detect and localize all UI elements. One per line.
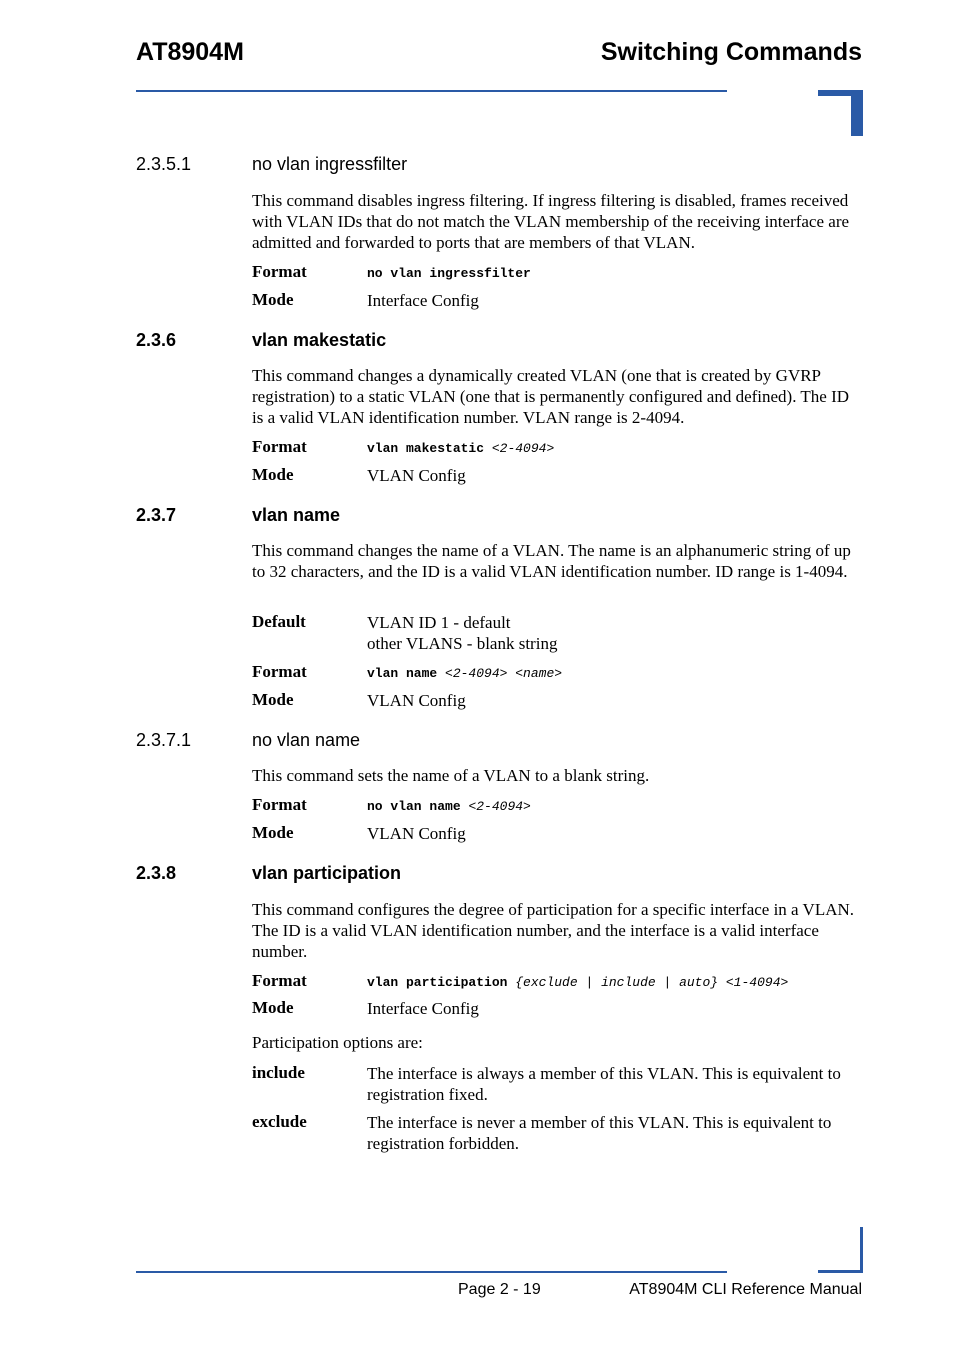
format-label: Format xyxy=(252,437,307,456)
header-product-title: AT8904M xyxy=(136,38,244,66)
default-label: Default xyxy=(252,612,306,631)
section-title: vlan makestatic xyxy=(252,330,387,350)
options-intro: Participation options are: xyxy=(252,1033,423,1052)
format-command xyxy=(367,266,531,281)
section-title: no vlan name xyxy=(252,730,361,750)
mode-value: Interface Config xyxy=(367,999,479,1018)
section-title: vlan name xyxy=(252,505,341,525)
format-label: Format xyxy=(252,262,307,281)
format-command xyxy=(367,975,788,990)
footer-corner-mark-vertical xyxy=(860,1227,863,1273)
mode-value: Interface Config xyxy=(367,291,479,310)
header-corner-mark-vertical xyxy=(851,90,863,136)
format-command xyxy=(367,666,562,681)
command-arguments: <2-4094> xyxy=(491,441,555,456)
section-number: 2.3.8 xyxy=(136,863,177,883)
mode-label: Mode xyxy=(252,690,294,709)
header-rule xyxy=(136,90,727,92)
command-keyword: no vlan name xyxy=(367,799,461,814)
mode-value: VLAN Config xyxy=(367,466,466,485)
footer-manual-title: AT8904M CLI Reference Manual xyxy=(629,1281,862,1298)
default-value-line2: other VLANS - blank string xyxy=(367,634,558,653)
section-body: This command configures the degree of participation for a specific interface in a VLAN. The ID is a valid VLAN identification number, and the interface is a valid interface number. xyxy=(252,900,855,961)
format-command xyxy=(367,441,554,456)
mode-label: Mode xyxy=(252,998,294,1017)
option-name-exclude: exclude xyxy=(252,1112,307,1131)
option-name-include: include xyxy=(252,1063,305,1082)
section-body: This command changes a dynamically created VLAN (one that is created by GVRP registration) to a static VLAN (one that is permanently configured and defined). The ID is a valid VLAN identification number. VLAN range is 2-4094. xyxy=(252,366,850,427)
command-arguments: {exclude | include | auto} <1-4094> xyxy=(515,975,789,990)
section-number: 2.3.7 xyxy=(136,505,177,525)
format-command xyxy=(367,799,531,814)
footer-rule xyxy=(136,1271,727,1273)
section-body: This command sets the name of a VLAN to a blank string. xyxy=(252,766,650,785)
command-keyword: no vlan ingressfilter xyxy=(367,266,531,281)
section-number: 2.3.5.1 xyxy=(136,154,192,174)
section-body: This command changes the name of a VLAN. The name is an alphanumeric string of up to 32 characters, and the ID is a valid VLAN identification number. ID range is 1-4094. xyxy=(252,541,851,581)
command-keyword: vlan name xyxy=(367,666,438,681)
default-value-line1: VLAN ID 1 - default xyxy=(367,613,511,632)
footer-corner-mark-horizontal xyxy=(818,1270,863,1273)
command-keyword: vlan participation xyxy=(367,975,508,990)
mode-label: Mode xyxy=(252,290,294,309)
mode-label: Mode xyxy=(252,823,294,842)
format-label: Format xyxy=(252,971,307,990)
option-desc-exclude: The interface is never a member of this VLAN. This is equivalent to registration forbidden. xyxy=(367,1113,832,1153)
mode-value: VLAN Config xyxy=(367,691,466,710)
command-arguments: <2-4094> <name> xyxy=(445,666,563,681)
section-body: This command disables ingress filtering. If ingress filtering is disabled, frames received with VLAN IDs that do not match the VLAN membership of the receiving interface are admitted and forwarded to ports that are members of that VLAN. xyxy=(252,191,850,252)
option-desc-include: The interface is always a member of this VLAN. This is equivalent to registration fixed. xyxy=(367,1064,841,1104)
section-number: 2.3.6 xyxy=(136,330,177,350)
header-chapter-title: Switching Commands xyxy=(600,38,862,66)
section-title: no vlan ingressfilter xyxy=(252,154,408,174)
command-keyword: vlan makestatic xyxy=(367,441,485,456)
mode-label: Mode xyxy=(252,465,294,484)
mode-value: VLAN Config xyxy=(367,824,466,843)
format-label: Format xyxy=(252,662,307,681)
section-number: 2.3.7.1 xyxy=(136,730,192,750)
footer-page-number: Page 2 - 19 xyxy=(458,1281,541,1298)
format-label: Format xyxy=(252,795,307,814)
command-arguments: <2-4094> xyxy=(468,799,531,814)
section-title: vlan participation xyxy=(252,863,402,883)
